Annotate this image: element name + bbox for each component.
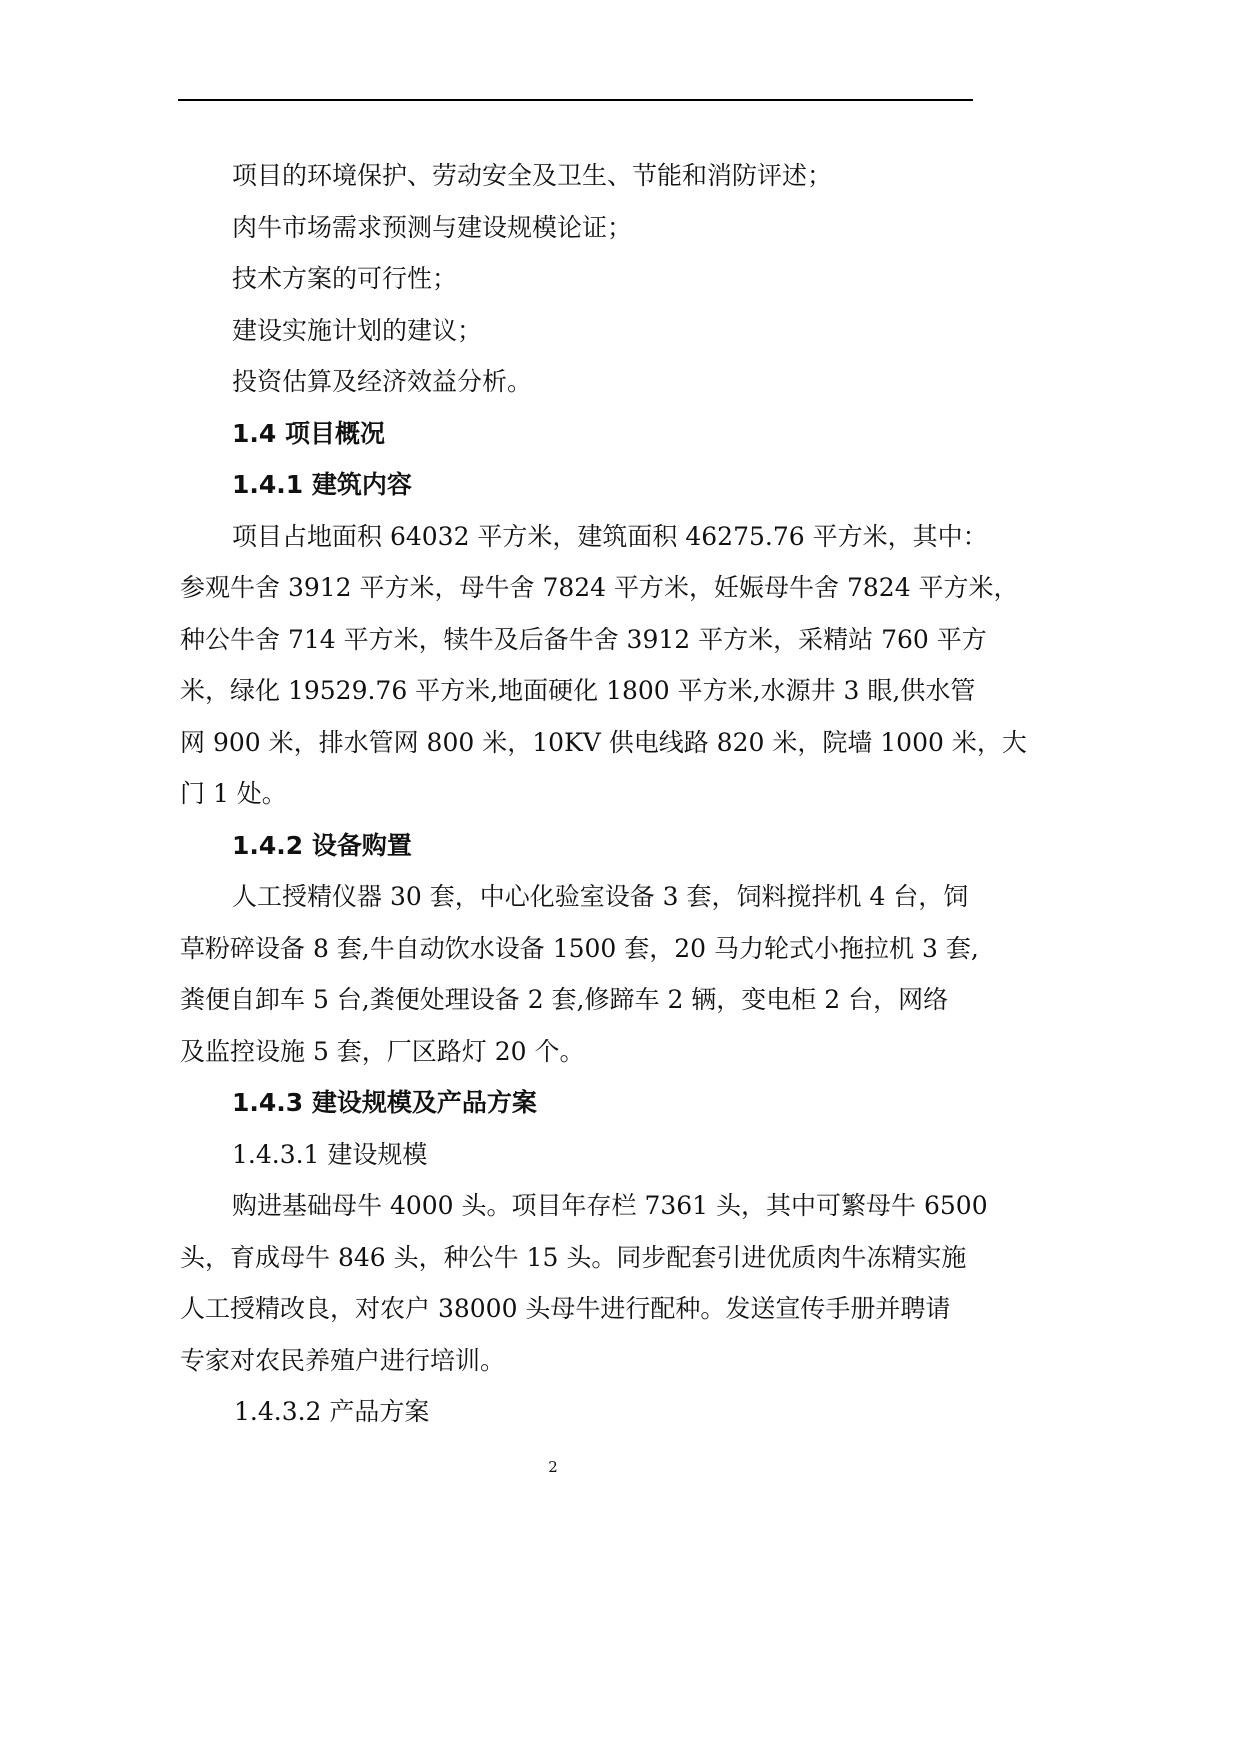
paragraph-line: 购进基础母牛 4000 头。项目年存栏 7361 头，其中可繁母牛 6500 [232, 1191, 988, 1220]
list-item: 投资估算及经济效益分析。 [232, 367, 533, 396]
section-heading-1-4-2: 1.4.2 设备购置 [232, 830, 412, 860]
list-item: 建设实施计划的建议； [232, 315, 483, 345]
paragraph-line: 粪便自卸车 5 台,粪便处理设备 2 套,修蹄车 2 辆，变电柜 2 台，网络 [180, 985, 949, 1014]
section-heading-1-4-1: 1.4.1 建筑内容 [232, 470, 412, 499]
list-item: 项目的环境保护、劳动安全及卫生、节能和消防评述； [232, 161, 833, 190]
section-heading-1-4-3-2: 1.4.3.2 产品方案 [234, 1397, 430, 1426]
list-item: 肉牛市场需求预测与建设规模论证； [232, 212, 633, 242]
paragraph-line: 网 900 米，排水管网 800 米，10KV 供电线路 820 米，院墙 1000 米，大 [180, 727, 1027, 757]
section-heading-1-4-3-1: 1.4.3.1 建设规模 [232, 1139, 428, 1169]
page-number: 2 [548, 1458, 558, 1476]
paragraph-line: 门 1 处。 [180, 779, 287, 808]
header-rule [178, 99, 973, 101]
paragraph-line: 参观牛舍 3912 平方米，母牛舍 7824 平方米，妊娠母牛舍 7824 平方米， [180, 573, 1019, 602]
paragraph-line: 人工授精改良，对农户 38000 头母牛进行配种。发送宣传手册并聘请 [180, 1294, 951, 1323]
document-body [180, 150, 1027, 1438]
section-heading-1-4: 1.4 项目概况 [232, 418, 385, 448]
paragraph-building-content [180, 511, 1027, 820]
paragraph-line: 草粉碎设备 8 套,牛自动饮水设备 1500 套，20 马力轮式小拖拉机 3 套, [180, 933, 979, 963]
paragraph-line: 种公牛舍 714 平方米，犊牛及后备牛舍 3912 平方米，采精站 760 平方 [180, 624, 987, 654]
paragraph-line: 头，育成母牛 846 头，种公牛 15 头。同步配套引进优质肉牛冻精实施 [180, 1242, 967, 1272]
list-item: 技术方案的可行性； [232, 264, 458, 293]
section-heading-1-4-3: 1.4.3 建设规模及产品方案 [232, 1088, 537, 1117]
paragraph-line: 项目占地面积 64032 平方米，建筑面积 46275.76 平方米，其中： [232, 521, 988, 551]
paragraph-equipment [180, 871, 979, 1077]
paragraph-line: 人工授精仪器 30 套，中心化验室设备 3 套，饲料搅拌机 4 台，饲 [232, 882, 969, 911]
paragraph-line: 及监控设施 5 套，厂区路灯 20 个。 [180, 1036, 585, 1066]
paragraph-line: 米，绿化 19529.76 平方米,地面硬化 1800 平方米,水源井 3 眼,供水管 [180, 676, 976, 705]
paragraph-line: 专家对农民养殖户进行培训。 [180, 1345, 506, 1375]
paragraph-scale [180, 1180, 988, 1386]
